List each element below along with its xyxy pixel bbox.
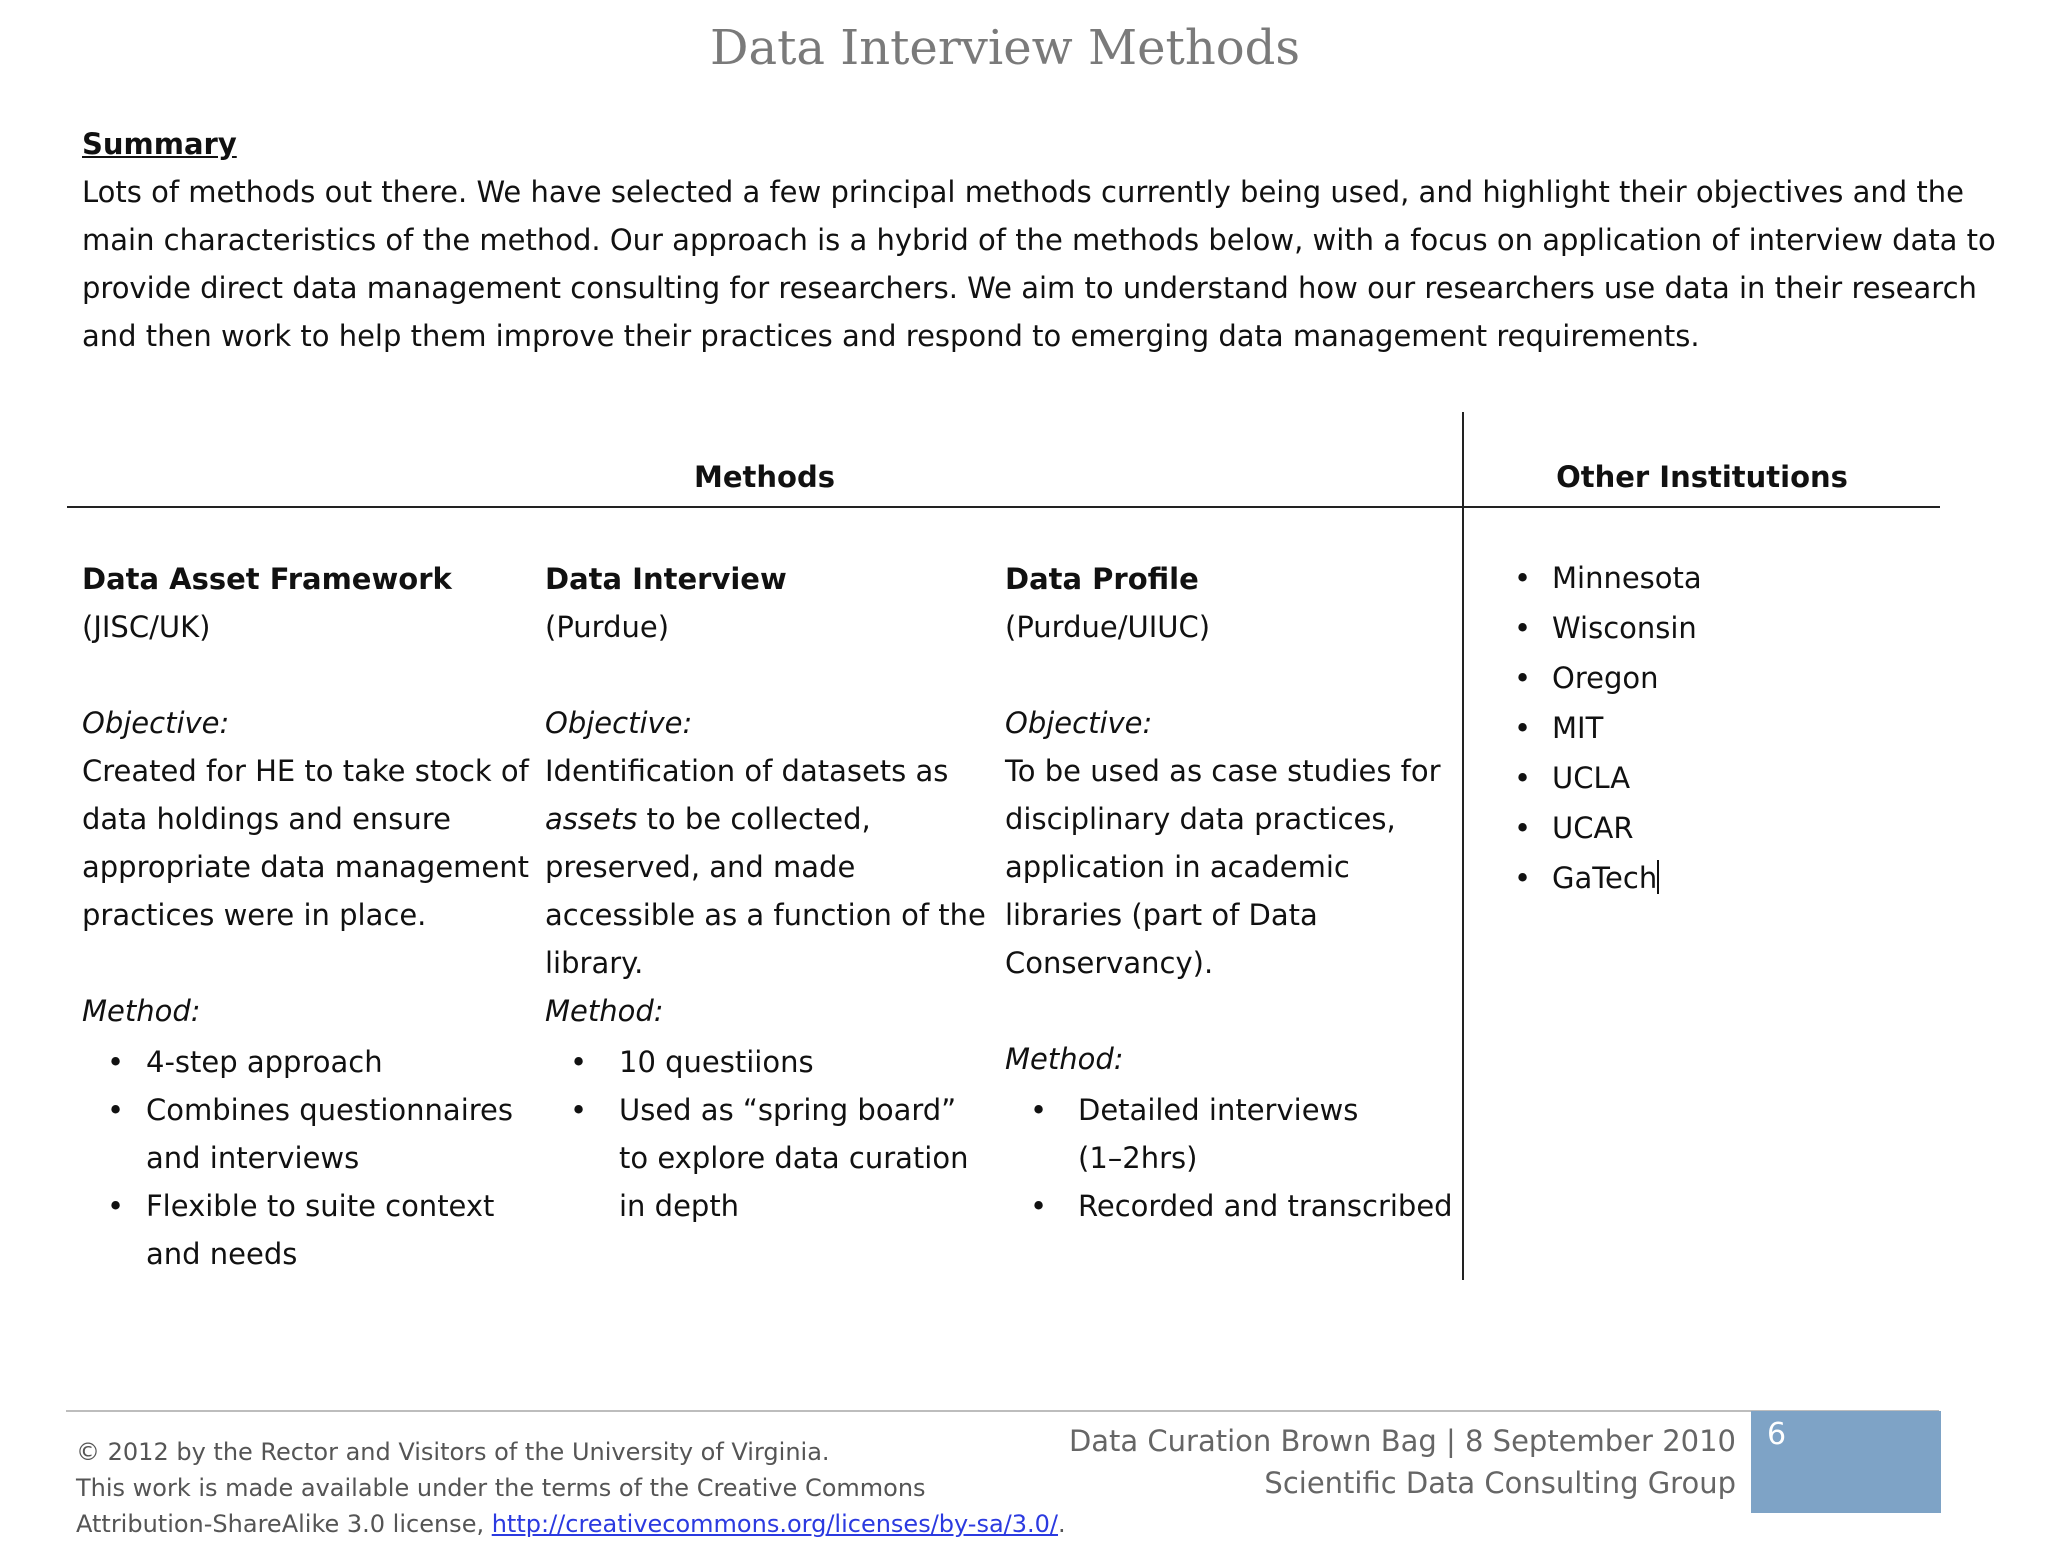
list-item: • Flexible to suite context and needs bbox=[82, 1182, 522, 1278]
list-item: • UCAR bbox=[1510, 803, 1702, 853]
copyright-text: © 2012 by the Rector and Visitors of the University of Virginia. bbox=[76, 1438, 830, 1466]
method-label: Method: bbox=[1005, 1042, 1124, 1076]
method-bullets bbox=[545, 1038, 985, 1230]
objective-text bbox=[82, 747, 530, 939]
objective-line: practices were in place. bbox=[82, 898, 427, 932]
list-item: • Used as “spring board” to explore data curation in depth bbox=[545, 1086, 985, 1230]
method-label: Method: bbox=[545, 994, 664, 1028]
method-label: Method: bbox=[82, 994, 201, 1028]
method-data-interview bbox=[545, 555, 985, 1230]
method-source: (Purdue) bbox=[545, 610, 670, 644]
other-institutions-header: Other Institutions bbox=[1556, 460, 1848, 494]
text-cursor bbox=[1657, 860, 1659, 894]
list-item: • 4-step approach bbox=[82, 1038, 522, 1086]
summary-body bbox=[82, 168, 1996, 360]
method-source: (Purdue/UIUC) bbox=[1005, 610, 1211, 644]
footer-divider bbox=[66, 1410, 1939, 1412]
objective-line: To be used as case studies for bbox=[1005, 754, 1441, 788]
objective-line: assets to be collected, bbox=[545, 802, 871, 836]
method-name: Data Profile bbox=[1005, 562, 1199, 596]
list-item: • Recorded and transcribed bbox=[1005, 1182, 1455, 1230]
list-item: • UCLA bbox=[1510, 753, 1702, 803]
method-name: Data Asset Framework bbox=[82, 562, 452, 596]
objective-line: appropriate data management bbox=[82, 850, 530, 884]
objective-line: preserved, and made bbox=[545, 850, 856, 884]
institution-gatech[interactable]: GaTech bbox=[1552, 861, 1658, 895]
summary-line: provide direct data management consulting for researchers. We aim to understand how our researchers use data in their research bbox=[82, 271, 1977, 305]
methods-column-header: Methods bbox=[694, 460, 835, 494]
page-number-box bbox=[1751, 1411, 1941, 1513]
list-item[interactable] bbox=[1510, 853, 1702, 903]
objective-line: Conservancy). bbox=[1005, 946, 1214, 980]
objective-line: disciplinary data practices, bbox=[1005, 802, 1396, 836]
list-item: • Detailed interviews (1–2hrs) bbox=[1005, 1086, 1455, 1182]
list-item: • Wisconsin bbox=[1510, 603, 1702, 653]
list-item: • MIT bbox=[1510, 703, 1702, 753]
table-header-rule bbox=[67, 506, 1940, 508]
method-data-profile bbox=[1005, 555, 1455, 1230]
objective-line: accessible as a function of the bbox=[545, 898, 986, 932]
objective-label: Objective: bbox=[82, 706, 230, 740]
page-title: Data Interview Methods bbox=[709, 20, 1300, 76]
objective-emphasis: assets bbox=[545, 802, 638, 836]
method-bullets bbox=[82, 1038, 522, 1278]
objective-text bbox=[1005, 747, 1455, 987]
other-institutions-list bbox=[1510, 553, 1702, 903]
list-item: • Combines questionnaires and interviews bbox=[82, 1086, 522, 1182]
objective-line: Identification of datasets as bbox=[545, 754, 949, 788]
objective-line: Created for HE to take stock of bbox=[82, 754, 529, 788]
table-vertical-divider bbox=[1462, 412, 1464, 1280]
objective-line: application in academic bbox=[1005, 850, 1350, 884]
objective-line: library. bbox=[545, 946, 644, 980]
group-text: Scientific Data Consulting Group bbox=[1264, 1466, 1736, 1500]
objective-line: libraries (part of Data bbox=[1005, 898, 1318, 932]
license-link[interactable]: http://creativecommons.org/licenses/by-sa/3.0/ bbox=[491, 1510, 1059, 1538]
list-item: • 10 questiions bbox=[545, 1038, 985, 1086]
license-link-line: Attribution-ShareAlike 3.0 license, http://creativecommons.org/licenses/by-sa/3.0/. bbox=[76, 1510, 1066, 1538]
page-number: 6 bbox=[1767, 1417, 1787, 1452]
license-text: This work is made available under the terms of the Creative Commons bbox=[76, 1474, 926, 1502]
footer-license bbox=[76, 1434, 1066, 1542]
footer-event-info bbox=[1069, 1420, 1736, 1504]
method-source: (JISC/UK) bbox=[82, 610, 211, 644]
objective-label: Objective: bbox=[1005, 706, 1153, 740]
summary-line: Lots of methods out there. We have selected a few principal methods currently being used, and highlight their objectives and the bbox=[82, 175, 1964, 209]
method-bullets bbox=[1005, 1086, 1455, 1230]
objective-label: Objective: bbox=[545, 706, 693, 740]
list-item: • Oregon bbox=[1510, 653, 1702, 703]
summary-heading: Summary bbox=[82, 127, 237, 161]
event-text: Data Curation Brown Bag | 8 September 2010 bbox=[1068, 1424, 1736, 1458]
method-name: Data Interview bbox=[545, 562, 787, 596]
objective-text bbox=[545, 747, 985, 987]
summary-line: and then work to help them improve their practices and respond to emerging data management requirements. bbox=[82, 319, 1700, 353]
list-item: • Minnesota bbox=[1510, 553, 1702, 603]
objective-line: data holdings and ensure bbox=[82, 802, 451, 836]
summary-line: main characteristics of the method. Our approach is a hybrid of the methods below, with a focus on application of interview data to bbox=[82, 223, 1996, 257]
method-data-asset-framework bbox=[82, 555, 530, 1278]
